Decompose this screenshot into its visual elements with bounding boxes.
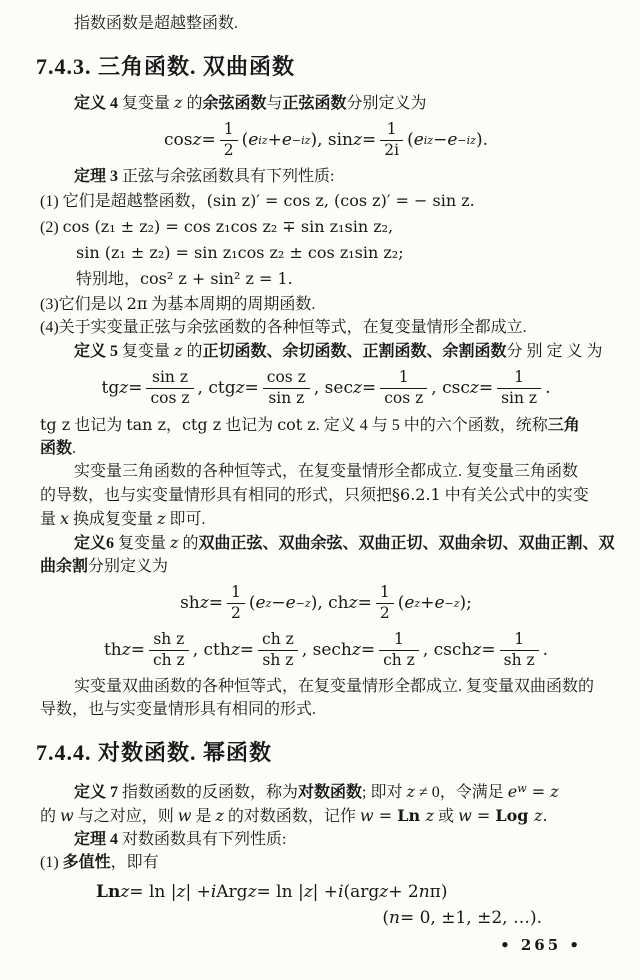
page-number: • 265 • [500,936,582,954]
theorem-3-item-3: (3)它们是以 2π 为基本周期的周期函数. [40,294,316,313]
formula-tan-sec: tg z = $\frac{\text{sin z}}{\text{cos z}}$ , ctg z = $\frac{\text{cos z}}{\text{sin z}}$ , sec z = $\frac{1}{\text{cos z}}$ , csc z = $\frac{1}{\text{sin z}}$ . [101,368,551,407]
tan-notation-line-1: tg z 也记为 tan z，ctg z 也记为 cot z. 定义 4 与 5 中的六个函数，统称三角 [40,415,580,434]
hyperbolic-identities-line-1: 实变量双曲函数的各种恒等式，在复变量情形全都成立. 复变量双曲函数的 [74,678,595,695]
formula-ln: Ln z = ln | z | + i Arg z = ln | z | + i (arg z + 2 n π) [96,882,448,902]
tan-notation-line-2: 函数. [40,440,77,457]
theorem-3-item-1: (1) 它们是超越整函数，(sin z)′ = cos z, (cos z)′ = − sin z. [40,191,475,210]
definition-4-paragraph: 定义 4 复变量 z 的余弦函数与正弦函数分别定义为 [74,93,427,112]
definition-7-line-1: 定义 7 指数函数的反函数，称为对数函数; 即对 z ≠ 0，令满足 $e^w = z$ [74,782,559,801]
section-heading-744: 7.4.4. 对数函数. 幂函数 [36,740,273,765]
formula-sh-ch: sh z = $\frac{1}{2}$ ( e z − e −z ), ch z = $\frac{1}{2}$ ( e z + e −z ); [180,583,472,622]
theorem-3-paragraph: 定理 3 正弦与余弦函数具有下列性质: [74,168,335,185]
definition-5-paragraph: 定义 5 复变量 z 的正切函数、余切函数、正割函数、余割函数分 别 定 义 为 [74,341,603,360]
trig-identities-line-1: 实变量三角函数的各种恒等式，在复变量情形全都成立. 复变量三角函数 [74,463,579,480]
trig-identities-line-3: 量 x 换成复变量 z 即可. [40,509,206,528]
hyperbolic-identities-line-2: 导数，也与实变量情形具有相同的形式. [40,701,317,718]
formula-n-values: ( n = 0, ±1, ±2, …). [382,908,542,928]
theorem-4-paragraph: 定理 4 对数函数具有下列性质: [74,831,287,848]
section-heading-743: 7.4.3. 三角函数. 双曲函数 [36,54,296,79]
multivalue-property-line: (1) 多值性，即有 [40,854,159,871]
theorem-3-item-2a: (2) cos (z₁ ± z₂) = cos z₁cos z₂ ∓ sin z₁sin z₂, [40,217,394,236]
formula-cos-sin: cos z = $\frac{1}{2}$ ( e iz + e −iz ), sin z = $\frac{1}{2i}$ ( e iz − e −iz ). [164,120,488,159]
theorem-3-item-2b: sin (z₁ ± z₂) = sin z₁cos z₂ ± cos z₁sin z₂; [76,243,404,262]
theorem-3-item-4: (4)关于实变量正弦与余弦函数的各种恒等式，在复变量情形全都成立. [40,319,527,336]
definition-7-line-2: 的 w 与之对应，则 w 是 z 的对数函数，记作 w = Ln z 或 w = Log z. [40,806,548,825]
intro-paragraph: 指数函数是超越整函数. [74,15,239,32]
trig-identities-line-2: 的导数，也与实变量情形具有相同的形式，只须把§6.2.1 中有关公式中的实变 [40,485,589,504]
theorem-3-item-2c: 特别地，cos² z + sin² z = 1. [76,269,293,288]
definition-6-line-1: 定义6 复变量 z 的双曲正弦、双曲余弦、双曲正切、双曲余切、双曲正割、双 [74,533,615,552]
definition-6-line-2: 曲余割分别定义为 [40,558,169,575]
formula-th-sech: th z = $\frac{\text{sh z}}{\text{ch z}}$ , cth z = $\frac{\text{ch z}}{\text{sh z}}$ , sech z = $\frac{1}{\text{ch z}}$ , csch z = $\frac{1}{\text{sh z}}$ . [103,630,549,669]
